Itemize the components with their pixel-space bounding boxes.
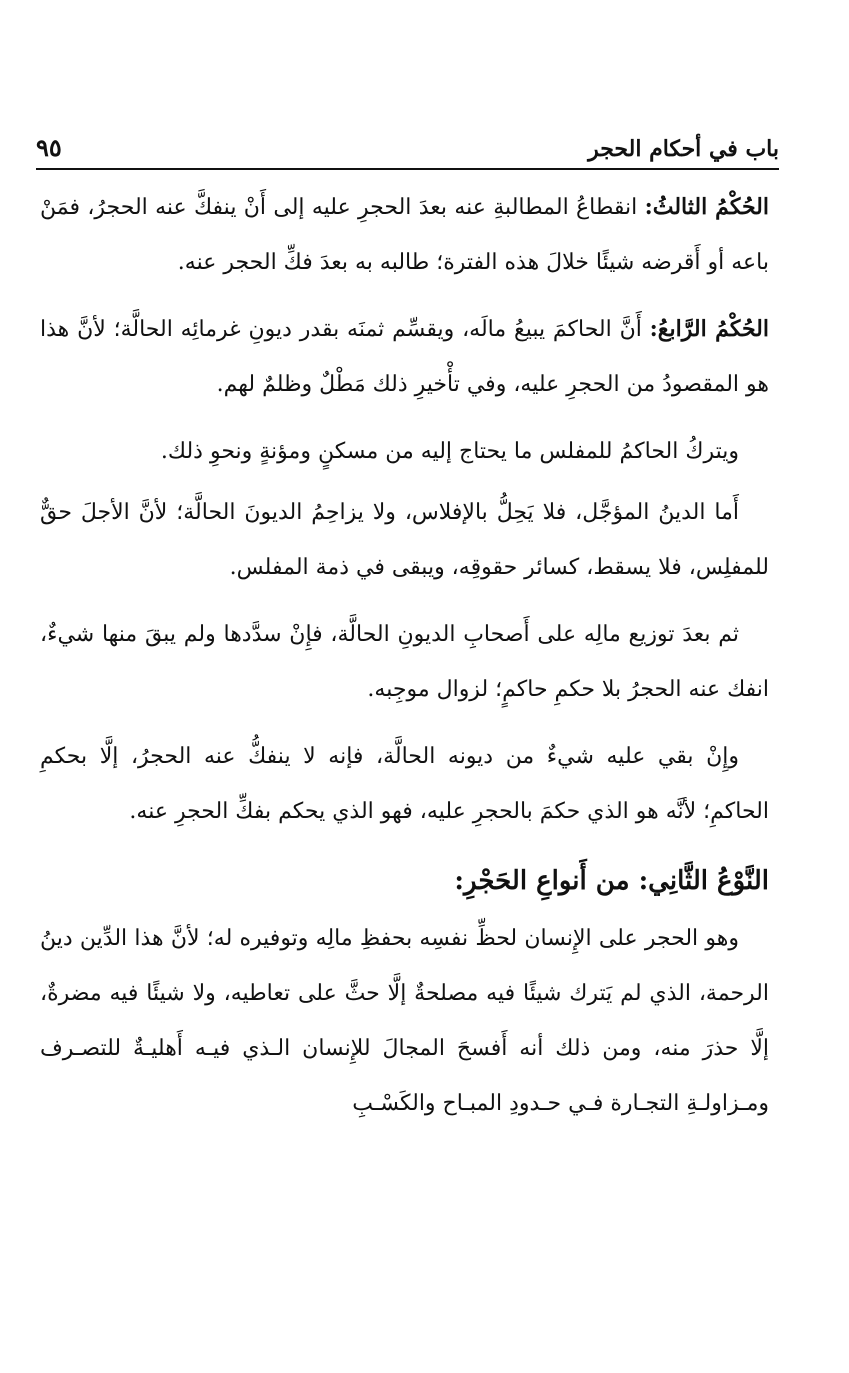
paragraph-distribution [40,607,769,717]
paragraph-lead: الحُكْمُ الثالثُ: [644,194,769,220]
paragraph-text: انقطاعُ المطالبةِ عنه بعدَ الحجرِ عليه إلى أَنْ ينفكَّ عنه الحجرُ، فمَنْ باعه أو أَقرضه شيئًا خلالَ هذه الفترة؛ طالبه به بعدَ فكِّ الحجر عنه. [40,195,769,275]
page-number: ٩٥ [36,133,62,162]
paragraph-remaining-debt [40,729,769,839]
paragraph-debtor-needs [40,424,769,479]
paragraph-text: ويتركُ الحاكمُ للمفلس ما يحتاج إليه من مسكنٍ ومؤنةٍ ونحوِ ذلك. [160,439,739,464]
paragraph-text: ثم بعدَ توزيع مالِه على أَصحابِ الديونِ الحالَّة، فإِنْ سدَّدها ولم يبقَ منها شيءٌ، انفك عنه الحجرُ بلا حكمِ حاكمٍ؛ لزوال موجِبه. [40,622,769,702]
paragraph-text: وهو الحجر على الإِنسان لحظِّ نفسِه بحفظِ مالِه وتوفيره له؛ لأنَّ هذا الدِّين دينُ الرحمة، الذي لم يَترك شيئًا فيه مصلحةٌ إلَّا حثَّ على تعاطيه، ولا شيئًا فيه مضرةٌ، إلَّا حذرَ منه، ومن ذلك أنه أَفسحَ المجالَ للإِنسان الـذي فيـه أَهليـةٌ للتصـرف ومـزاولـةِ التجـارة فـي حـدودِ المبـاح والكَسْـبِ [40,926,769,1116]
paragraph-fourth-ruling [40,302,769,412]
paragraph-deferred-debt [40,485,769,595]
running-header [36,124,779,170]
page-body [40,180,769,1143]
paragraph-second-type [40,911,769,1131]
paragraph-lead: الحُكْمُ الرَّابعُ: [649,316,769,342]
section-heading: النَّوْعُ الثَّانِي: من أَنواعِ الحَجْرِ: [454,866,769,896]
paragraph-third-ruling [40,180,769,290]
paragraph-text: وإِنْ بقي عليه شيءٌ من ديونه الحالَّة، فإنه لا ينفكُّ عنه الحجرُ، إلَّا بحكمِ الحاكمِ؛ لأنَّه هو الذي حكمَ بالحجرِ عليه، فهو الذي يحكم بفكِّ الحجرِ عنه. [40,744,769,824]
paragraph-text: أَنَّ الحاكمَ يبيعُ مالَه، ويقسِّم ثمنَه بقدر ديونِ غرمائِه الحالَّة؛ لأنَّ هذا هو المقصودُ من الحجرِ عليه، وفي تأْخيرِ ذلك مَطْلٌ وظلمٌ لهم. [40,317,769,397]
paragraph-text: أَما الدينُ المؤجَّل، فلا يَحِلُّ بالإفلاس، ولا يزاحِمُ الديونَ الحالَّة؛ لأنَّ الأجلَ حقٌّ للمفلِس، فلا يسقط، كسائر حقوقِه، ويبقى في ذمة المفلس. [40,500,769,580]
chapter-title: باب في أحكام الحجر [588,136,779,162]
